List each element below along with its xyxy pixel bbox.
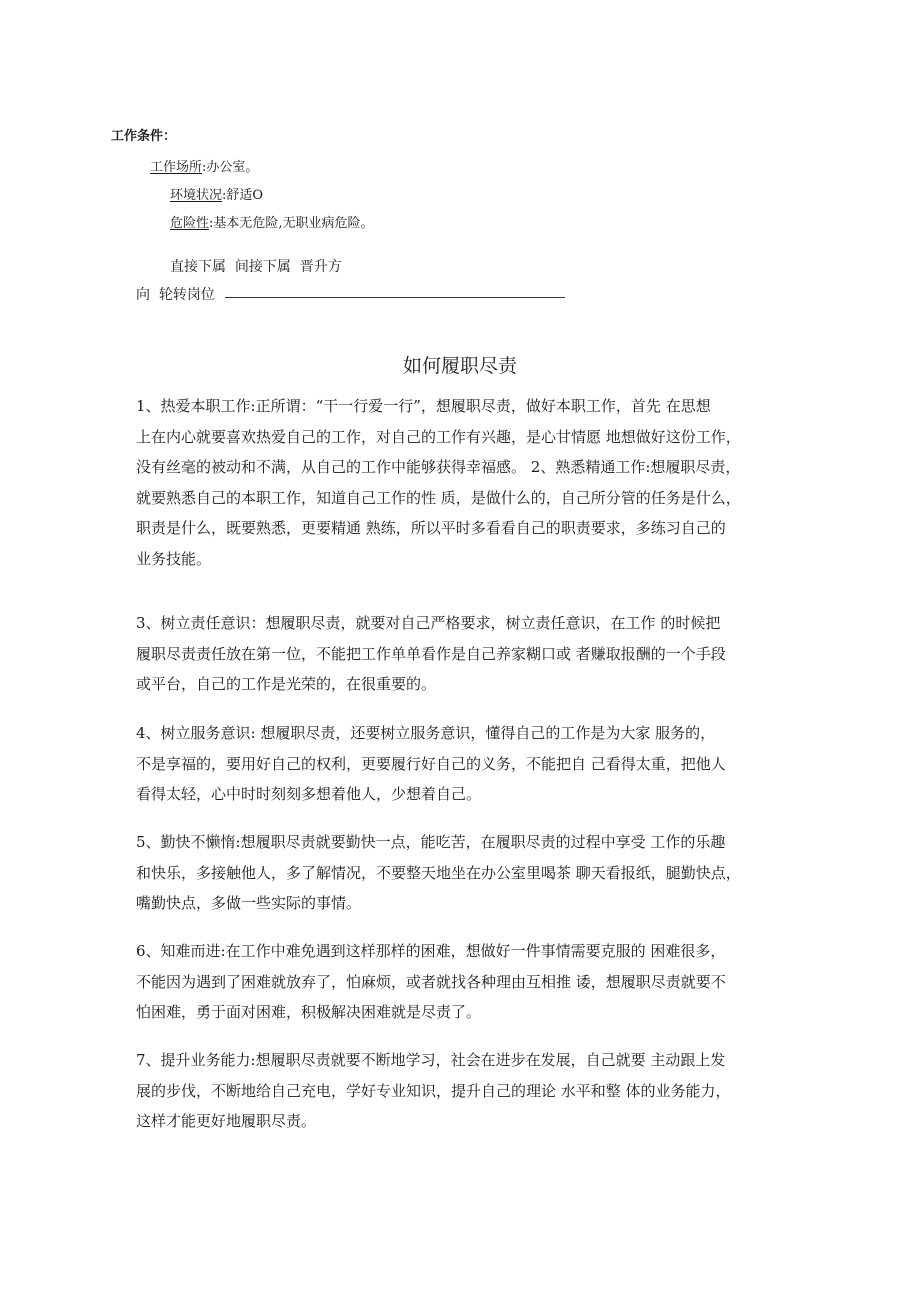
paragraph-line: 上在内心就要喜欢热爱自己的工作，对自己的工作有兴趣，是心甘情愿 地想做好这份工作，: [136, 427, 741, 446]
condition-label: 工作场所: [150, 160, 203, 175]
career-line-1: 直接下属 间接下属 晋升方: [170, 259, 342, 275]
condition-label: 环境状况: [170, 188, 223, 203]
paragraph-line: 没有丝毫的被动和不满，从自己的工作中能够获得幸福感。 2、熟悉精通工作:想履职尽责，: [136, 458, 741, 476]
career-line-2: 向 轮转岗位: [136, 287, 215, 303]
article-title: 如何履职尽责: [402, 355, 517, 377]
paragraph-line: 怕困难，勇于面对困难，积极解决困难就是尽责了。: [136, 1003, 482, 1021]
paragraph-line: 看得太轻，心中时时刻刻多想着他人，少想着自己。: [136, 785, 482, 803]
paragraph-6: [136, 936, 820, 1028]
condition-value: :舒适O: [222, 188, 264, 203]
paragraph-line: 5、勤快不懒惰:想履职尽责就要勤快一点，能吃苦，在履职尽责的过程中享受 工作的乐趣: [136, 833, 726, 851]
paragraph-line: 和快乐，多接触他人，多了解情况，不要整天地坐在办公室里喝茶 聊天看报纸，腿勤快点，: [136, 863, 741, 882]
paragraph-line: 或平台，自己的工作是光荣的，在很重要的。: [136, 675, 437, 693]
conditions-heading: 工作条件：: [111, 129, 177, 144]
paragraph-7: [136, 1045, 820, 1137]
paragraph-line: 6、知难而进:在工作中难免遇到这样那样的困难，想做好一件事情需要克服的 困难很多，: [136, 942, 726, 960]
paragraph-4: [136, 718, 820, 810]
paragraph-line: 就要熟悉自己的本职工作，知道自己工作的性 质，是做什么的，自己所分管的任务是什么，: [136, 488, 741, 507]
paragraph-3: [136, 608, 820, 700]
paragraph-1: [136, 391, 820, 574]
paragraph-line: 不是享福的，要用好自己的权利，更要履行好自己的义务，不能把自 己看得太重，把他人: [136, 754, 726, 773]
paragraph-line: 3、树立责任意识：想履职尽责，就要对自己严格要求，树立责任意识，在工作 的时候把: [136, 614, 721, 632]
condition-workplace: [150, 156, 258, 175]
condition-label: 危险性: [170, 216, 210, 231]
paragraph-line: 展的步伐，不断地给自己充电，学好专业知识，提升自己的理论 水平和整 体的业务能力，: [136, 1081, 731, 1100]
condition-value: :办公室。: [202, 160, 259, 175]
paragraph-line: 不能因为遇到了困难就放弃了，怕麻烦，或者就找各种理由互相推 诿，想履职尽责就要不: [136, 972, 726, 991]
paragraph-line: 7、提升业务能力:想履职尽责就要不断地学习，社会在进步在发展，自己就要 主动跟上发: [136, 1051, 726, 1069]
condition-environment: [170, 184, 263, 203]
paragraph-5: [136, 827, 820, 919]
paragraph-line: 履职尽责责任放在第一位，不能把工作单单看作是自己养家糊口或 者赚取报酬的一个手段: [136, 644, 726, 663]
paragraph-line: 职责是什么，既要熟悉，更要精通 熟练，所以平时多看看自己的职责要求，多练习自己的: [136, 519, 726, 537]
paragraph-line: 1、热爱本职工作:正所谓：“干一行爱一行”，想履职尽责，做好本职工作，首先 在思想: [136, 397, 711, 415]
paragraph-line: 4、树立服务意识: 想履职尽责，还要树立服务意识，懂得自己的工作是为大家 服务的，: [136, 724, 716, 742]
condition-value: :基本无危险,无职业病危险。: [209, 216, 374, 231]
paragraph-line: 嘴勤快点，多做一些实际的事情。: [136, 894, 362, 912]
paragraph-line: 业务技能。: [136, 549, 212, 568]
paragraph-line: 这样才能更好地履职尽责。: [136, 1112, 317, 1130]
condition-hazard: [170, 212, 374, 231]
fill-in-underline: [225, 297, 565, 298]
